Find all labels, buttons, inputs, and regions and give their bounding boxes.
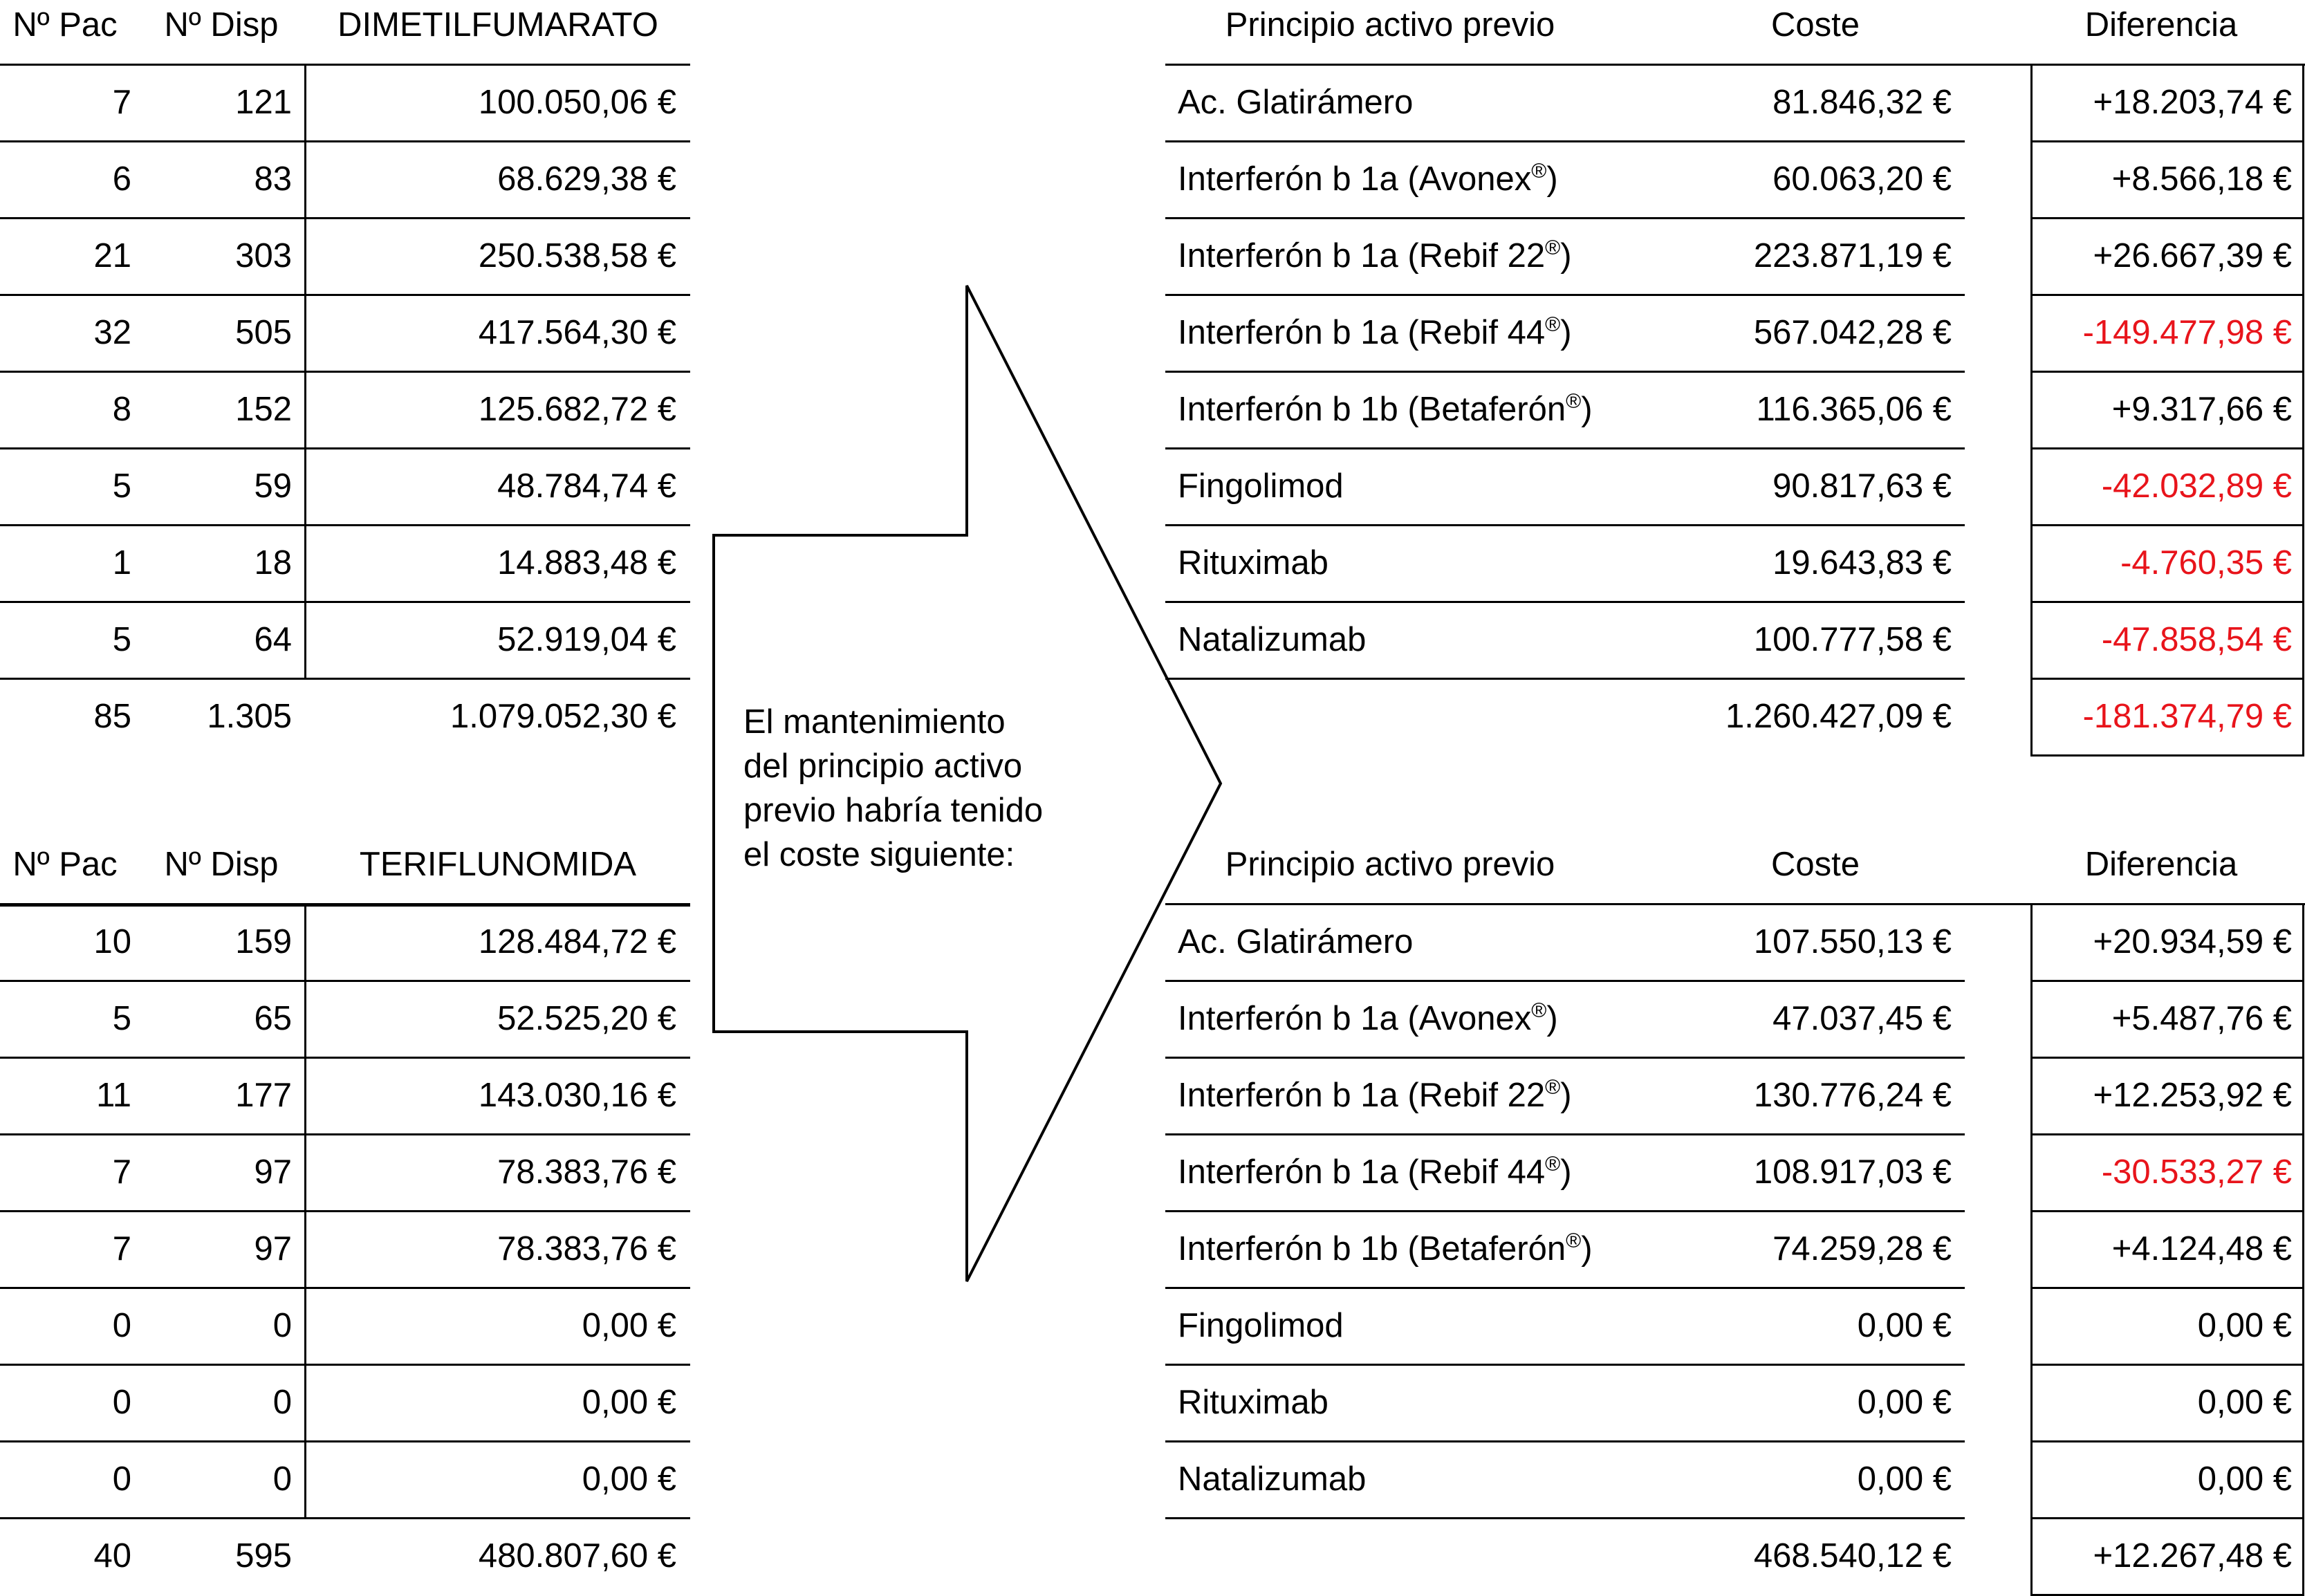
registered-mark: ® <box>1531 160 1547 183</box>
cost-cell: 90.817,63 € <box>1772 467 1952 505</box>
drug-name: Interferón b 1a (Avonex <box>1178 160 1532 198</box>
drug-name: Fingolimod <box>1178 1307 1344 1344</box>
diff-cell: +12.253,92 € <box>2093 1077 2292 1114</box>
cost-cell: 60.063,20 € <box>1772 160 1952 198</box>
header-disp: Nº Disp <box>164 6 279 44</box>
cost-cell: 100.777,58 € <box>1753 621 1952 658</box>
pac-cell: 5 <box>112 467 131 505</box>
drug-name: Natalizumab <box>1178 621 1367 658</box>
arrow-note-line: El mantenimiento <box>743 703 1006 741</box>
cost-cell: 52.525,20 € <box>497 1000 676 1037</box>
pac-cell: 21 <box>93 237 131 275</box>
cost-cell: 567.042,28 € <box>1753 314 1952 351</box>
header-drug: Principio activo previo <box>1225 846 1555 883</box>
drug-name: Interferón b 1a (Rebif 22 <box>1178 237 1546 275</box>
drug-name: Ac. Glatirámero <box>1178 84 1414 121</box>
pac-cell: 7 <box>112 84 131 121</box>
drug-name: Interferón b 1b (Betaferón <box>1178 1230 1566 1268</box>
drug-name: Interferón b 1a (Rebif 22 <box>1178 1077 1546 1114</box>
total-diff: -181.374,79 € <box>2082 698 2292 735</box>
pac-cell: 1 <box>112 544 131 582</box>
disp-cell: 18 <box>254 544 292 582</box>
diff-cell: +8.566,18 € <box>2111 160 2292 198</box>
registered-mark: ® <box>1566 1230 1582 1252</box>
cost-cell: 0,00 € <box>582 1460 676 1498</box>
cost-cell: 0,00 € <box>1857 1307 1952 1344</box>
diff-cell: +20.934,59 € <box>2093 923 2292 961</box>
drug-name: Ac. Glatirámero <box>1178 923 1414 961</box>
cost-cell: 223.871,19 € <box>1753 237 1952 275</box>
cost-cell: 0,00 € <box>582 1384 676 1421</box>
disp-cell: 64 <box>254 621 292 658</box>
cost-cell: 68.629,38 € <box>497 160 676 198</box>
disp-cell: 303 <box>235 237 292 275</box>
diff-cell: -47.858,54 € <box>2101 621 2292 658</box>
cost-cell: 14.883,48 € <box>497 544 676 582</box>
header-cost: Coste <box>1770 846 1860 883</box>
pac-cell: 0 <box>112 1307 131 1344</box>
pac-cell: 8 <box>112 391 131 428</box>
drug-name: Rituximab <box>1178 1384 1329 1421</box>
cost-cell: 130.776,24 € <box>1753 1077 1952 1114</box>
cost-cell: 78.383,76 € <box>497 1230 676 1268</box>
pac-cell: 7 <box>112 1230 131 1268</box>
drug-name: Interferón b 1a (Rebif 44 <box>1178 1153 1546 1191</box>
disp-cell: 0 <box>272 1307 292 1344</box>
cost-cell: 107.550,13 € <box>1753 923 1952 961</box>
header-pac: Nº Pac <box>12 846 118 883</box>
registered-mark: ® <box>1545 236 1561 259</box>
drug-name-close: ) <box>1546 1000 1558 1037</box>
cost-cell: 116.365,06 € <box>1756 391 1952 428</box>
registered-mark: ® <box>1545 1153 1561 1176</box>
diff-cell: -4.760,35 € <box>2120 544 2292 582</box>
cost-cell: 0,00 € <box>1857 1384 1952 1421</box>
diff-cell: +5.487,76 € <box>2111 1000 2292 1037</box>
header-drug: Principio activo previo <box>1225 6 1555 44</box>
drug-name-close: ) <box>1560 1077 1572 1114</box>
cost-cell: 100.050,06 € <box>478 84 676 121</box>
cost-cell: 19.643,83 € <box>1772 544 1952 582</box>
diff-cell: 0,00 € <box>2197 1460 2292 1498</box>
diff-cell: 0,00 € <box>2197 1384 2292 1421</box>
pac-cell: 7 <box>112 1153 131 1191</box>
disp-cell: 97 <box>254 1230 292 1268</box>
cost-cell: 143.030,16 € <box>478 1077 676 1114</box>
cost-cell: 125.682,72 € <box>478 391 676 428</box>
total-disp: 595 <box>235 1537 292 1575</box>
diff-cell: +4.124,48 € <box>2111 1230 2292 1268</box>
arrow-note-line: el coste siguiente: <box>743 836 1015 873</box>
pac-cell: 32 <box>93 314 131 351</box>
disp-cell: 0 <box>272 1460 292 1498</box>
header-disp: Nº Disp <box>164 846 279 883</box>
registered-mark: ® <box>1566 390 1582 413</box>
cost-cell: 52.919,04 € <box>497 621 676 658</box>
drug-name-close: ) <box>1560 237 1572 275</box>
drug-name: Interferón b 1a (Rebif 44 <box>1178 314 1546 351</box>
total-diff: +12.267,48 € <box>2093 1537 2292 1575</box>
pac-cell: 5 <box>112 621 131 658</box>
total-disp: 1.305 <box>207 698 292 735</box>
total-cost: 1.079.052,30 € <box>450 698 676 735</box>
diff-cell: -149.477,98 € <box>2082 314 2292 351</box>
header-drug: DIMETILFUMARATO <box>337 6 658 44</box>
diff-cell: -42.032,89 € <box>2101 467 2292 505</box>
drug-name: Interferón b 1b (Betaferón <box>1178 391 1566 428</box>
cost-cell: 250.538,58 € <box>478 237 676 275</box>
diff-cell: -30.533,27 € <box>2101 1153 2292 1191</box>
drug-name: Natalizumab <box>1178 1460 1367 1498</box>
cost-cell: 0,00 € <box>1857 1460 1952 1498</box>
arrow-note-line: previo habría tenido <box>743 792 1044 829</box>
pac-cell: 5 <box>112 1000 131 1037</box>
registered-mark: ® <box>1545 313 1561 336</box>
disp-cell: 97 <box>254 1153 292 1191</box>
pac-cell: 10 <box>93 923 131 961</box>
diff-cell: +18.203,74 € <box>2093 84 2292 121</box>
diff-cell: +9.317,66 € <box>2111 391 2292 428</box>
disp-cell: 83 <box>254 160 292 198</box>
cost-cell: 128.484,72 € <box>478 923 676 961</box>
total-pac: 85 <box>93 698 131 735</box>
cost-cell: 81.846,32 € <box>1772 84 1952 121</box>
pac-cell: 0 <box>112 1384 131 1421</box>
diff-cell: 0,00 € <box>2197 1307 2292 1344</box>
total-cost: 480.807,60 € <box>478 1537 676 1575</box>
diff-cell: +26.667,39 € <box>2093 237 2292 275</box>
disp-cell: 59 <box>254 467 292 505</box>
disp-cell: 505 <box>235 314 292 351</box>
disp-cell: 0 <box>272 1384 292 1421</box>
cost-cell: 47.037,45 € <box>1772 1000 1952 1037</box>
cost-cell: 417.564,30 € <box>478 314 676 351</box>
drug-name-close: ) <box>1546 160 1558 198</box>
drug-name: Rituximab <box>1178 544 1329 582</box>
header-pac: Nº Pac <box>12 6 118 44</box>
drug-name: Interferón b 1a (Avonex <box>1178 1000 1532 1037</box>
header-drug: TERIFLUNOMIDA <box>359 846 637 883</box>
disp-cell: 121 <box>235 84 292 121</box>
header-cost: Coste <box>1770 6 1860 44</box>
registered-mark: ® <box>1531 999 1547 1022</box>
header-diff: Diferencia <box>2084 846 2238 883</box>
pac-cell: 6 <box>112 160 131 198</box>
total-cost: 1.260.427,09 € <box>1725 698 1952 735</box>
pac-cell: 0 <box>112 1460 131 1498</box>
drug-name-close: ) <box>1581 391 1593 428</box>
disp-cell: 152 <box>235 391 292 428</box>
disp-cell: 177 <box>235 1077 292 1114</box>
cost-cell: 74.259,28 € <box>1772 1230 1952 1268</box>
pac-cell: 11 <box>96 1077 131 1114</box>
cost-cell: 78.383,76 € <box>497 1153 676 1191</box>
cost-cell: 48.784,74 € <box>497 467 676 505</box>
disp-cell: 159 <box>235 923 292 961</box>
total-pac: 40 <box>93 1537 131 1575</box>
cost-cell: 0,00 € <box>582 1307 676 1344</box>
drug-name-close: ) <box>1560 314 1572 351</box>
arrow-note-line: del principio activo <box>743 748 1023 785</box>
cost-cell: 108.917,03 € <box>1753 1153 1952 1191</box>
header-diff: Diferencia <box>2084 6 2238 44</box>
drug-name-close: ) <box>1581 1230 1593 1268</box>
drug-name-close: ) <box>1560 1153 1572 1191</box>
registered-mark: ® <box>1545 1076 1561 1099</box>
drug-name: Fingolimod <box>1178 467 1344 505</box>
total-cost: 468.540,12 € <box>1753 1537 1952 1575</box>
disp-cell: 65 <box>254 1000 292 1037</box>
